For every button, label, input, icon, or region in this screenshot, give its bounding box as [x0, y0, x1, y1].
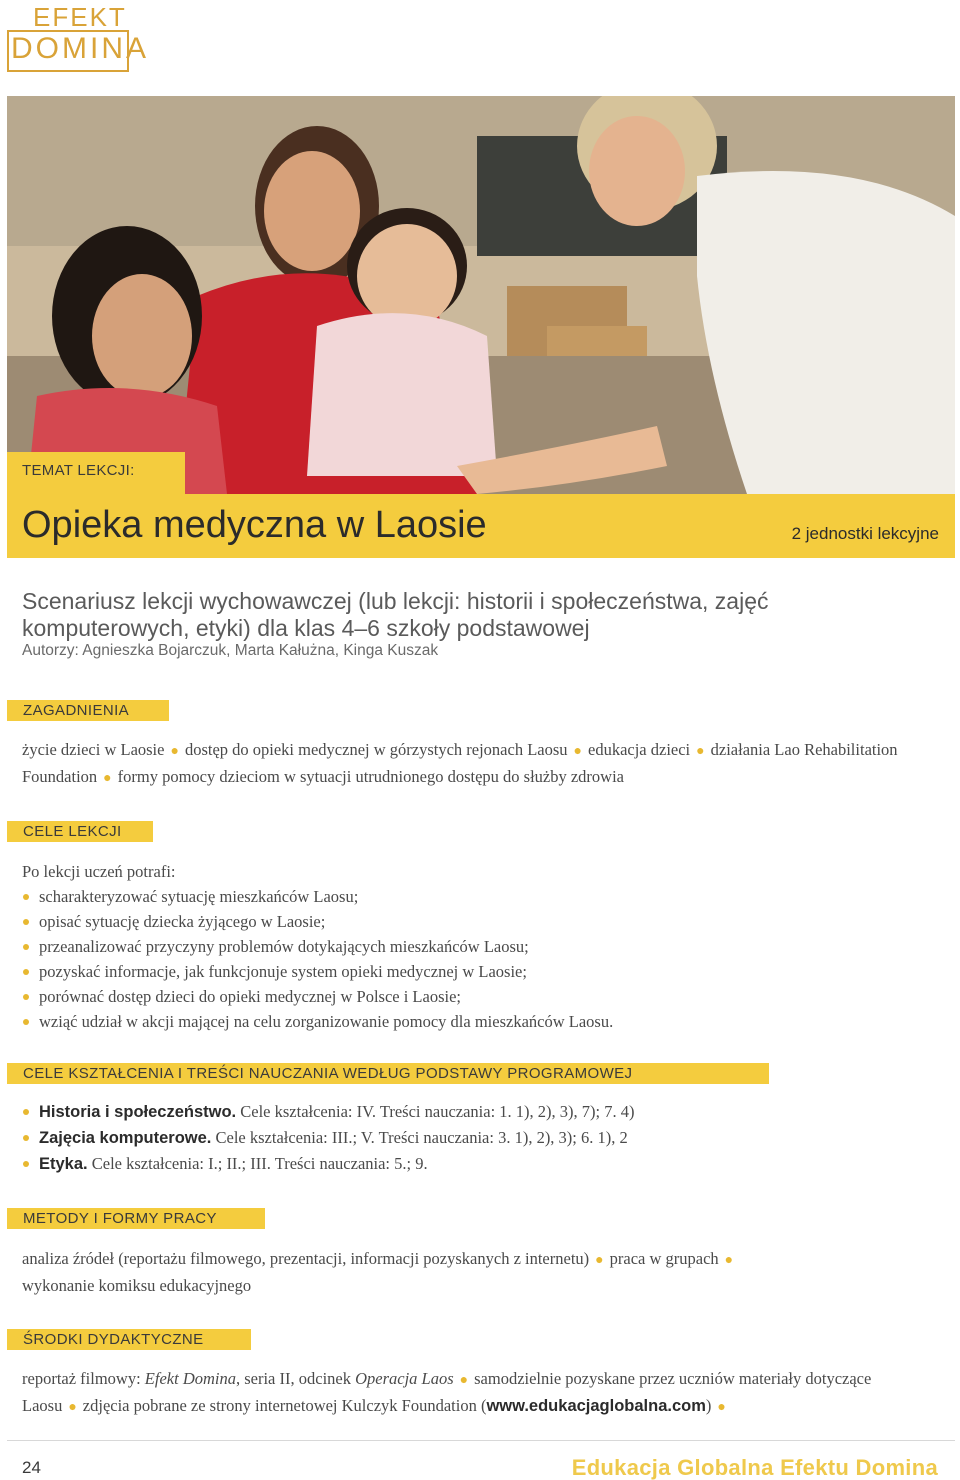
materials-text: , seria II, odcinek — [235, 1369, 356, 1388]
goals-lead: Po lekcji uczeń potrafi: — [22, 862, 176, 881]
topic-item: działania Lao Rehabilitation Foundation — [22, 740, 898, 786]
authors: Autorzy: Agnieszka Bojarczuk, Marta Kałużna, Kinga Kuszak — [22, 642, 439, 659]
lesson-topic-label-bar — [7, 452, 185, 494]
curriculum-list — [22, 1099, 942, 1177]
episode-title: Operacja Laos — [355, 1369, 454, 1388]
list-item — [22, 1125, 942, 1151]
section-heading-text: ŚRODKI DYDAKTYCZNE — [23, 1331, 204, 1348]
bullet-dot-icon: ● — [595, 1253, 604, 1268]
scenario-description: Scenariusz lekcji wychowawczej (lub lekcji: historii i społeczeństwa, zajęć komputerowych, etyki) dla klas 4–6 szkoły podstawowej — [22, 588, 769, 641]
methods-paragraph — [22, 1246, 942, 1298]
method-item: praca w grupach — [609, 1249, 719, 1268]
list-item — [22, 1151, 942, 1177]
list-item — [22, 1099, 942, 1125]
bullet-dot-icon: ● — [459, 1373, 469, 1388]
footer-divider — [7, 1440, 955, 1441]
topic-item: życie dzieci w Laosie — [22, 740, 165, 759]
topic-item: dostęp do opieki medycznej w górzystych rejonach Laosu — [184, 740, 568, 759]
section-heading-metody — [7, 1208, 265, 1229]
bullet-dot-icon: ● — [103, 771, 112, 786]
lesson-title-bar — [7, 494, 955, 558]
section-heading-srodki — [7, 1329, 251, 1350]
subject-detail: Cele kształcenia: III.; V. Treści nauczania: 3. 1), 2), 3); 6. 1), 2 — [215, 1128, 628, 1147]
website-link[interactable]: www.edukacjaglobalna.com — [486, 1397, 706, 1415]
bullet-dot-icon: ● — [696, 744, 705, 759]
section-heading-text: CELE KSZTAŁCENIA I TREŚCI NAUCZANIA WEDŁUG PODSTAWY PROGRAMOWEJ — [23, 1065, 633, 1082]
topics-paragraph — [22, 737, 942, 791]
bullet-dot-icon: ● — [724, 1253, 734, 1268]
lesson-title: Opieka medyczna w Laosie — [22, 504, 487, 546]
list-item: przeanalizować przyczyny problemów dotykających mieszkańców Laosu; — [22, 934, 942, 959]
footer-brand: Edukacja Globalna Efektu Domina — [571, 1455, 938, 1480]
method-item: wykonanie komiksu edukacyjnego — [22, 1276, 252, 1295]
lesson-units: 2 jednostki lekcyjne — [791, 524, 939, 543]
topic-item: formy pomocy dzieciom w sytuacji utrudnionego dostępu do służby zdrowia — [117, 767, 624, 786]
materials-text: reportaż filmowy: — [22, 1369, 145, 1388]
list-item: porównać dostęp dzieci do opieki medycznej w Polsce i Laosie; — [22, 984, 942, 1009]
section-heading-text: METODY I FORMY PRACY — [23, 1210, 217, 1227]
materials-text: ) — [705, 1396, 712, 1415]
list-item: scharakteryzować sytuację mieszkańców Laosu; — [22, 884, 942, 909]
materials-text: zdjęcia pobrane ze strony internetowej Kulczyk Foundation ( — [82, 1396, 487, 1415]
curriculum-block — [22, 1099, 942, 1177]
logo-line-1: EFEKT — [33, 2, 127, 32]
efekt-domina-logo — [7, 2, 149, 72]
bullet-dot-icon: ● — [170, 744, 179, 759]
goals-list — [22, 884, 942, 1034]
list-item: wziąć udział w akcji mającej na celu zorganizowanie pomocy dla mieszkańców Laosu. — [22, 1009, 942, 1034]
lesson-photo — [7, 96, 955, 494]
topic-item: edukacja dzieci — [588, 740, 691, 759]
materials-text: samodzielnie pozyskane przez uczniów materiały dotyczące Laosu — [22, 1369, 872, 1415]
section-heading-podstawa — [7, 1063, 769, 1084]
subject-name: Etyka. — [39, 1155, 88, 1173]
list-item: pozyskać informacje, jak funkcjonuje system opieki medycznej w Laosie; — [22, 959, 942, 984]
subject-detail: Cele kształcenia: IV. Treści nauczania: 1. 1), 2), 3), 7); 7. 4) — [240, 1102, 635, 1121]
list-item: opisać sytuację dziecka żyjącego w Laosie; — [22, 909, 942, 934]
logo-line-2: DOMINA — [11, 32, 149, 65]
subject-name: Historia i społeczeństwo. — [39, 1103, 237, 1121]
section-heading-text: CELE LEKCJI — [23, 823, 122, 840]
film-title: Efekt Domina — [144, 1369, 236, 1388]
lesson-topic-label: TEMAT LEKCJI: — [22, 462, 135, 479]
bullet-dot-icon: ● — [68, 1400, 77, 1415]
section-heading-zagadnienia — [7, 700, 169, 721]
section-heading-text: ZAGADNIENIA — [23, 702, 130, 719]
bullet-dot-icon: ● — [717, 1400, 726, 1415]
bullet-dot-icon: ● — [573, 744, 582, 759]
method-item: analiza źródeł (reportażu filmowego, prezentacji, informacji pozyskanych z internetu) — [22, 1249, 590, 1268]
page-number: 24 — [22, 1458, 41, 1477]
materials-paragraph — [22, 1366, 942, 1420]
photo-illustration — [7, 96, 955, 494]
goals-block — [22, 859, 942, 1034]
subject-detail: Cele kształcenia: I.; II.; III. Treści nauczania: 5.; 9. — [91, 1154, 428, 1173]
section-heading-cele — [7, 821, 153, 842]
subject-name: Zajęcia komputerowe. — [39, 1129, 212, 1147]
